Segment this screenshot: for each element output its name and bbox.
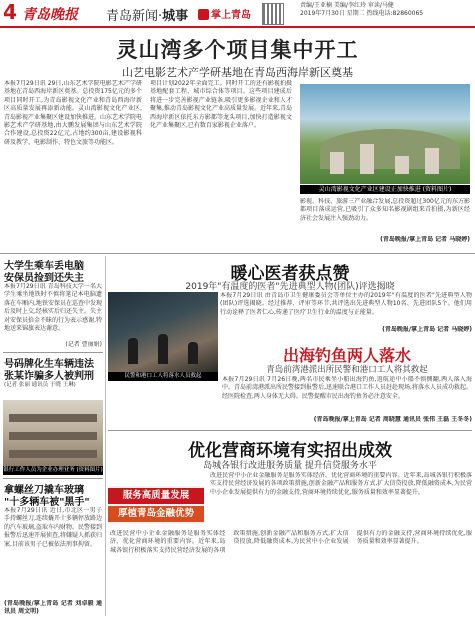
promo-line-1: 服务高质量发展: [108, 488, 204, 504]
lead-photo-caption: 灵山湾影视文化产业区建设正加快推进 (资料图片): [300, 185, 470, 194]
driver-headline-1[interactable]: 号码牌化生车辆违法: [4, 359, 94, 370]
page-number: 4: [3, 0, 17, 24]
bus-headline-1[interactable]: 大学生乘车丢电脑: [4, 261, 84, 272]
section-title: [106, 5, 188, 24]
fishing-body: 本报7月29日讯 7月26日晚,两名市民乘坐小船出海钓鱼,返航途中小船不慎侧翻,两人落入海中。青岛前湾港派出所民警接到报警后,迅速联合港口工作人员赶赴现场,将落水人员成功救起。经医院检查,两人身体无大碍。民警提醒市民出海钓鱼务必注意安全。: [222, 376, 472, 400]
heart-body: 本报7月29日讯 由青岛市卫生健康委员会等单位主办的2019年"有温度的医者"先进典型人物(团队)评选揭晓。经过推荐、评审等环节,共评选出先进典型人物10名、先进团队5个。他们用行动诠释了医者仁心,传递了医疗卫生行业的温度与正能量。: [220, 292, 472, 316]
lead-photo[interactable]: [300, 84, 470, 184]
photo-building: [425, 148, 439, 174]
service-headline[interactable]: 优化营商环境有实招出成效: [188, 441, 392, 461]
lead-body-col1: 本报7月29日讯 29日,山东艺术学院电影艺术产学研基地在青岛西海岸新区奠基。总投资175亿元的多个项目同时开工,为青岛影视文化产业和青岛西海岸新区高质量发展再添新动能。灵山湾影视文化产业区,青岛影视产业集聚区建设加快推进。山东艺术学院电影艺术产学研基地,由大鹏发展集团与山东艺术学院合作建设,总投资22亿元,占地约300亩,建设影视科研及教学、电影制作、特色文旅等功能区。: [4, 80, 142, 146]
wire-byline: (青岛晚报/掌上青岛 记者 刘卓毅 通讯员 周文明): [4, 600, 102, 616]
app-icon: [198, 9, 209, 20]
photo-shelf: [9, 432, 97, 440]
photo-building: [360, 144, 374, 174]
driver-byline: (记者 张丽 通讯员 于晓 王琳): [4, 382, 76, 388]
fishing-subhead: 青岛前湾港派出所民警和港口工人将其救起: [266, 365, 428, 375]
editor-line: 责编/王亚楠 美编/李红玲 审读/马健: [300, 2, 394, 9]
lead-body-col2: 项目计划2022年全面完工。同时开工的还有影视拍摄基地配套工程、城市综合体等项目。这些项目建成后将进一步完善影视产业链条,吸引更多影视企业和人才聚集,推动青岛影视文化产业高质量发展。近年来,青岛西海岸新区依托东方影都等龙头项目,加快打造影视文化产业集聚区,已有数百家影视企业落户。: [150, 80, 292, 130]
photo-building: [330, 152, 344, 174]
heart-subhead: 2019年"有温度的医者"先进典型人物(团队)评选揭晓: [185, 282, 395, 292]
paper-logo: 青岛晚报: [22, 7, 78, 23]
wire-body: 本报7月29日讯 近日,市北区一男子手持螺丝刀,连续撬开十多辆停放路边的汽车玻璃,盗取车内财物。民警接到报警后迅速开展侦查,将嫌疑人抓获归案,目前该男子已被依法刑事拘留。: [4, 507, 102, 548]
fishing-byline: (青岛晚报/掌上青岛 记者 周晓慧 通讯员 张伟 王磊 王冬冬): [313, 416, 472, 423]
section-divider: [0, 253, 475, 254]
driver-headline-2[interactable]: 张某诈骗多人被判刑: [4, 371, 94, 382]
masthead-meta: [300, 2, 423, 18]
service-promo-box: [108, 486, 204, 524]
app-badge[interactable]: [198, 6, 251, 21]
photo-shelf: [9, 450, 97, 458]
bus-byline: (记者 曹丽娟): [65, 341, 102, 348]
app-label: 掌上青岛: [211, 10, 251, 21]
column-divider: [105, 256, 106, 616]
photo-shelf: [9, 414, 97, 422]
fishing-photo[interactable]: [108, 292, 218, 372]
date-line: 2019年7月30日 星期二 热线电话:82860065: [300, 10, 424, 17]
bus-body: 本报7月29日讯 青岛科技大学一名大学生乘坐地铁时不慎将笔记本电脑遗落在车厢内,地铁安保员在巡查中发现后及时上交,经核实后归还失主。失主对安保员拾金不昧的行为表示感谢,特地送来锦旗表达谢意。: [4, 283, 102, 333]
wire-headline-2[interactable]: "十多辆车被"黑手": [4, 497, 90, 508]
fishing-headline[interactable]: 出海钓鱼两人落水: [282, 346, 411, 365]
heart-headline[interactable]: 暖心医者获点赞: [230, 264, 350, 284]
brief-divider: [3, 478, 103, 479]
driver-photo[interactable]: [3, 400, 103, 466]
masthead-rule: [0, 26, 475, 28]
service-intro: 改进民营中小企业金融服务是服务实体经济、优化营商环境的重要内容。近年来,岛城各银行积极落实支持民营经济发展的各项政策措施,创新金融产品和服务方式,扩大信贷投放,降低融资成本,为民营中小企业发展提供有力的金融支持,营商环境持续优化,服务质量和效率显著提升。: [210, 472, 472, 496]
lead-subhead: 山艺电影艺术产学研基地在青岛西海岸新区奠基: [122, 66, 353, 79]
section-name: 城事: [162, 9, 189, 24]
section-prefix: 青岛新闻·: [106, 9, 163, 24]
photo-figure: [188, 342, 198, 364]
heart-byline: (青岛晚报/掌上青岛 记者 马晓婷): [382, 326, 472, 333]
service-subhead: 岛城各银行改进服务质量 提升信贷服务水平: [203, 461, 377, 471]
lead-headline[interactable]: 灵山湾多个项目集中开工: [116, 37, 359, 62]
promo-line-2: 厚植青岛金融优势: [108, 506, 204, 522]
service-body: 改进民营中小企业金融服务是服务实体经济、优化营商环境的重要内容。近年来,岛城各银行积极落实支持民营经济发展的各项政策措施,创新金融产品和服务方式,扩大信贷投放,降低融资成本,为民营中小企业发展提供有力的金融支持,营商环境持续优化,服务质量和效率显著提升。: [110, 530, 472, 554]
wire-headline-1[interactable]: 拿螺丝刀撬车玻璃: [4, 485, 84, 496]
lead-byline: (青岛晚报/掌上青岛 记者 马晓婷): [380, 236, 470, 243]
qr-code-icon[interactable]: [262, 3, 284, 25]
section-divider: [108, 430, 472, 431]
photo-figure: [128, 338, 138, 364]
masthead: [0, 0, 475, 28]
photo-figure: [158, 334, 168, 364]
driver-photo-caption: 银行工作人员为企业办理业务 (资料图片): [3, 467, 103, 473]
photo-building: [395, 156, 409, 174]
brief-divider: [3, 352, 103, 353]
lead-body-col3: 影视、科技、旅游三产业融合发展,总投资超过300亿元的东方影都项目落成运营,已吸引了众多知名影视剧组来青拍摄,为新区经济社会发展注入强劲动力。: [300, 198, 470, 222]
fishing-photo-caption: 民警和港口工人将落水人员救起: [108, 372, 218, 381]
bus-headline-2[interactable]: 安保员捡到还失主: [4, 273, 84, 284]
